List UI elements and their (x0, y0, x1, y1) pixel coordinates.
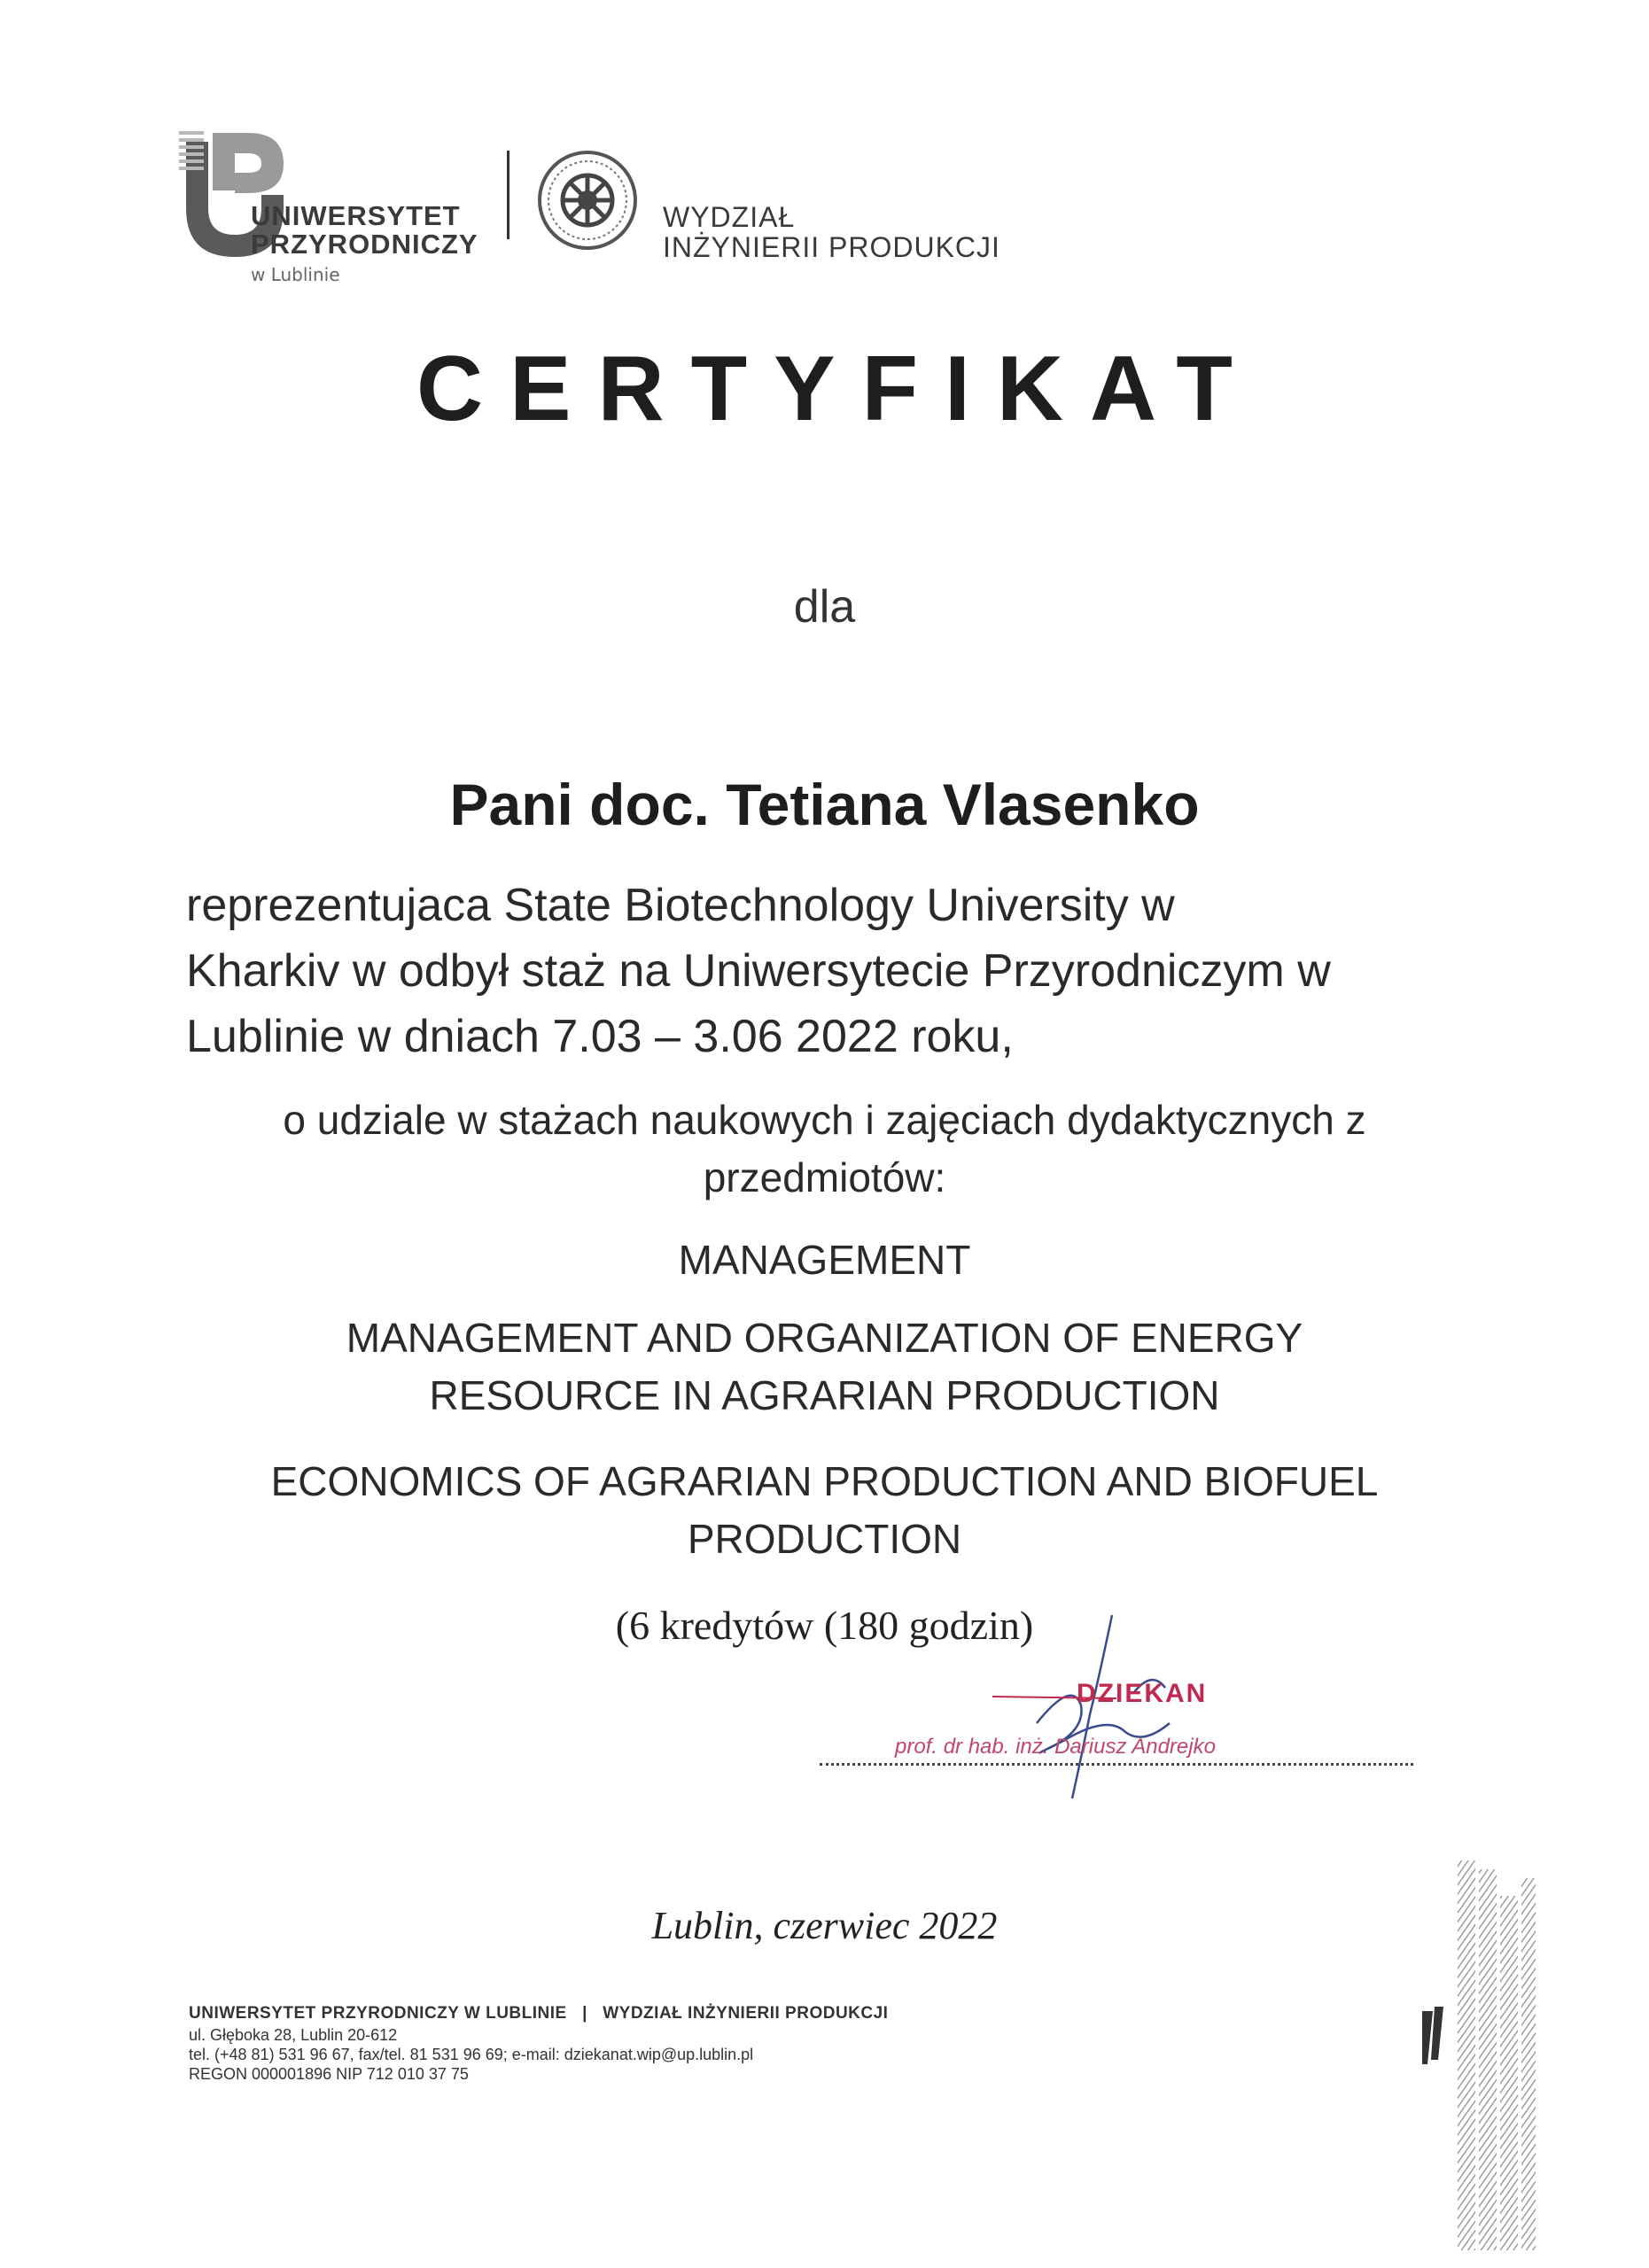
subject-item (0, 1453, 1649, 1568)
footer-university: UNIWERSYTET PRZYRODNICZY W LUBLINIE (189, 2004, 567, 2023)
faculty-name-line2: INŻYNIERII PRODUKCJI (663, 231, 1000, 263)
certificate-title: CERTYFIKAT (416, 338, 1259, 440)
credits-text: (6 kredytów (180 godzin) (615, 1603, 1034, 1648)
header-divider (507, 151, 509, 239)
faculty-name (663, 202, 1000, 262)
subject-line: MANAGEMENT AND ORGANIZATION OF ENERGY (346, 1315, 1303, 1361)
subject-line: PRODUCTION (687, 1516, 962, 1562)
decorative-pattern-icon (1422, 1860, 1537, 2250)
participation-line-1: o udziale w stażach naukowych i zajęciach dydaktycznych z (283, 1097, 1366, 1143)
subject-line: ECONOMICS OF AGRARIAN PRODUCTION AND BIOFUEL (270, 1458, 1379, 1504)
subject-item (0, 1309, 1649, 1425)
footer-ids: REGON 000001896 NIP 712 010 37 75 (189, 2065, 469, 2083)
participation-line-2: przedmiotów: (703, 1154, 946, 1200)
body-line-1: reprezentujaca State Biotechnology University w (186, 880, 1175, 931)
university-name (251, 202, 478, 259)
footer-address: ul. Głęboka 28, Lublin 20-612 (189, 2026, 398, 2044)
signer-name: prof. dr hab. inż. Dariusz Andrejko (895, 1735, 1216, 1759)
university-city: w Lublinie (251, 264, 340, 285)
footer-contact: tel. (+48 81) 531 96 67, fax/tel. 81 531 96 69; e-mail: dziekanat.wip@up.lublin.pl (189, 2046, 754, 2063)
footer-title (189, 2004, 888, 2023)
faculty-seal-icon (536, 149, 639, 252)
place-date: Lublin, czerwiec 2022 (651, 1904, 998, 1947)
footer-separator: | (582, 2004, 587, 2023)
faculty-name-line1: WYDZIAŁ (663, 201, 796, 233)
university-name-line1: UNIWERSYTET (251, 200, 461, 231)
body-line-3: Lublinie w dniach 7.03 – 3.06 2022 roku, (186, 1011, 1014, 1062)
body-line-2: Kharkiv w odbył staż na Uniwersytecie Przyrodniczym w (186, 945, 1331, 997)
footer-faculty: WYDZIAŁ INŻYNIERII PRODUKCJI (603, 2004, 889, 2023)
signature-line (820, 1763, 1413, 1766)
subject-line: RESOURCE IN AGRARIAN PRODUCTION (429, 1372, 1220, 1418)
for-label: dla (793, 581, 856, 633)
university-name-line2: PRZYRODNICZY (251, 229, 478, 260)
dean-stamp-title: DZIEKAN (1077, 1679, 1208, 1708)
recipient-name: Pani doc. Tetiana Vlasenko (449, 772, 1200, 837)
subject-item: MANAGEMENT (678, 1237, 971, 1283)
